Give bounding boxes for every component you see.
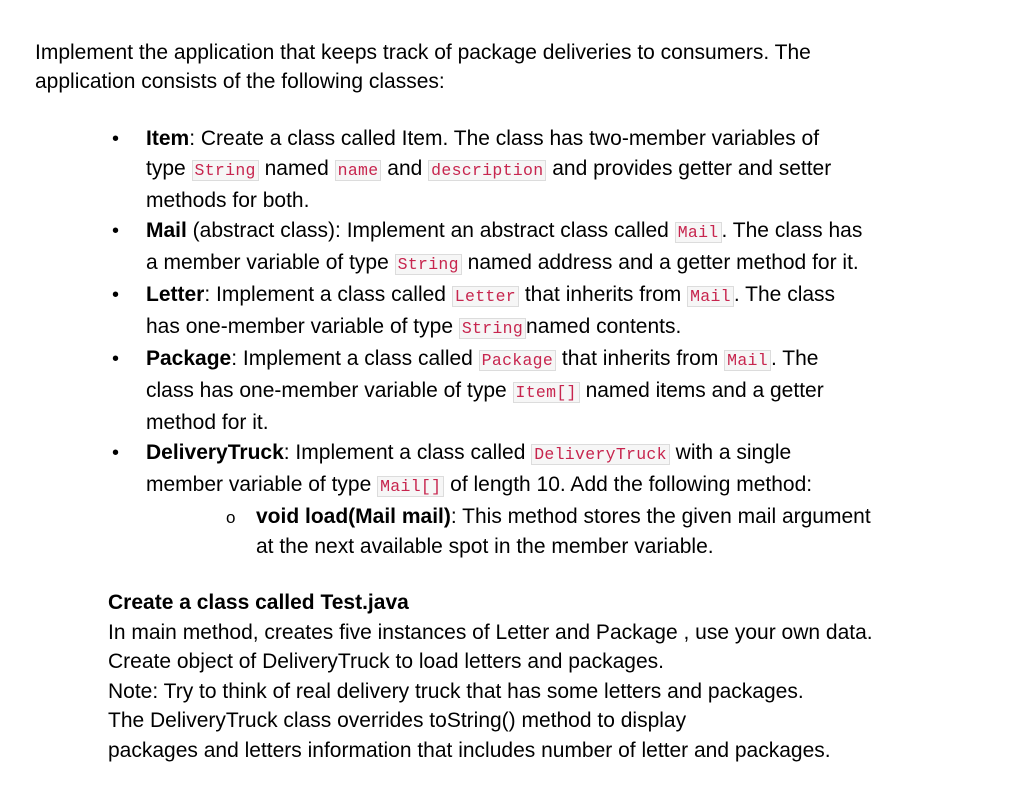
bullet-icon: • (112, 284, 120, 306)
method-list (146, 502, 976, 562)
item-text: (abstract class): Implement an abstract class called (186, 219, 675, 242)
code-span: String (192, 160, 259, 181)
method-item-load (0, 502, 976, 562)
item-text: named contents. (526, 315, 682, 338)
item-text: named items and a getter (579, 379, 824, 402)
class-name: Package (146, 347, 232, 370)
method-name: void load(Mail mail) (256, 505, 451, 528)
class-name: Item (146, 127, 190, 150)
code-span: name (335, 160, 382, 181)
item-text: type (146, 157, 192, 180)
list-item-letter (0, 280, 976, 344)
item-text: named (258, 157, 335, 180)
intro-paragraph (35, 38, 995, 96)
code-span: String (459, 318, 526, 339)
class-list (0, 124, 1024, 562)
code-span: Package (479, 350, 556, 371)
class-name: Mail (146, 219, 187, 242)
item-text: that inherits from (519, 283, 688, 306)
test-line: Create object of DeliveryTruck to load letters and packages. (108, 650, 664, 673)
class-name: Letter (146, 283, 205, 306)
code-span: DeliveryTruck (531, 444, 670, 465)
item-text: named address and a getter method for it. (461, 251, 859, 274)
item-text: . The class (733, 283, 836, 306)
circle-bullet-icon: o (226, 508, 236, 527)
bullet-icon: • (112, 220, 120, 242)
list-item-mail (0, 216, 976, 280)
test-section (108, 588, 1008, 765)
code-span: String (395, 254, 462, 275)
item-text: with a single (669, 441, 792, 464)
item-text: class has one-member variable of type (146, 379, 513, 402)
item-text: and (381, 157, 429, 180)
code-span: Mail (724, 350, 771, 371)
item-text: . The class has (721, 219, 863, 242)
item-text: method for it. (146, 411, 269, 434)
item-text: : Implement a class called (204, 283, 452, 306)
item-text: : Implement a class called (231, 347, 479, 370)
code-span: Item[] (513, 382, 580, 403)
bullet-icon: • (112, 442, 120, 464)
intro-line: application consists of the following classes: (35, 70, 445, 93)
item-text: has one-member variable of type (146, 315, 459, 338)
code-span: Mail (687, 286, 734, 307)
list-item-package (0, 344, 976, 438)
item-text: : Implement a class called (283, 441, 532, 464)
code-span: Mail (675, 222, 722, 243)
test-line: Note: Try to think of real delivery truck that has some letters and packages. (108, 679, 804, 703)
item-text: methods for both. (146, 189, 310, 212)
item-text: : Create a class called Item. The class has two-member variables of (189, 127, 820, 150)
class-name: DeliveryTruck (146, 441, 284, 464)
item-text: at the next available spot in the member variable. (256, 535, 714, 558)
list-item-deliverytruck (0, 438, 976, 562)
bullet-icon: • (112, 348, 120, 370)
item-text: and provides getter and setter (546, 157, 832, 180)
code-span: Letter (452, 286, 519, 307)
list-item-item (0, 124, 976, 216)
item-text: : This method stores the given mail argument (450, 505, 871, 528)
test-line: The DeliveryTruck class overrides toString() method to display (108, 709, 687, 732)
item-text: of length 10. Add the following method: (444, 473, 813, 496)
item-text: that inherits from (556, 347, 725, 370)
test-line: In main method, creates five instances of Letter and Package , use your own data. (108, 620, 873, 644)
code-span: Mail[] (377, 476, 444, 497)
test-heading: Create a class called Test.java (108, 591, 409, 614)
test-line: packages and letters information that includes number of letter and packages. (108, 738, 831, 762)
item-text: . The (770, 347, 819, 370)
bullet-icon: • (112, 128, 120, 150)
code-span: description (428, 160, 546, 181)
item-text: a member variable of type (146, 251, 395, 274)
intro-line: Implement the application that keeps track of package deliveries to consumers. The (35, 41, 811, 64)
item-text: member variable of type (146, 473, 378, 496)
